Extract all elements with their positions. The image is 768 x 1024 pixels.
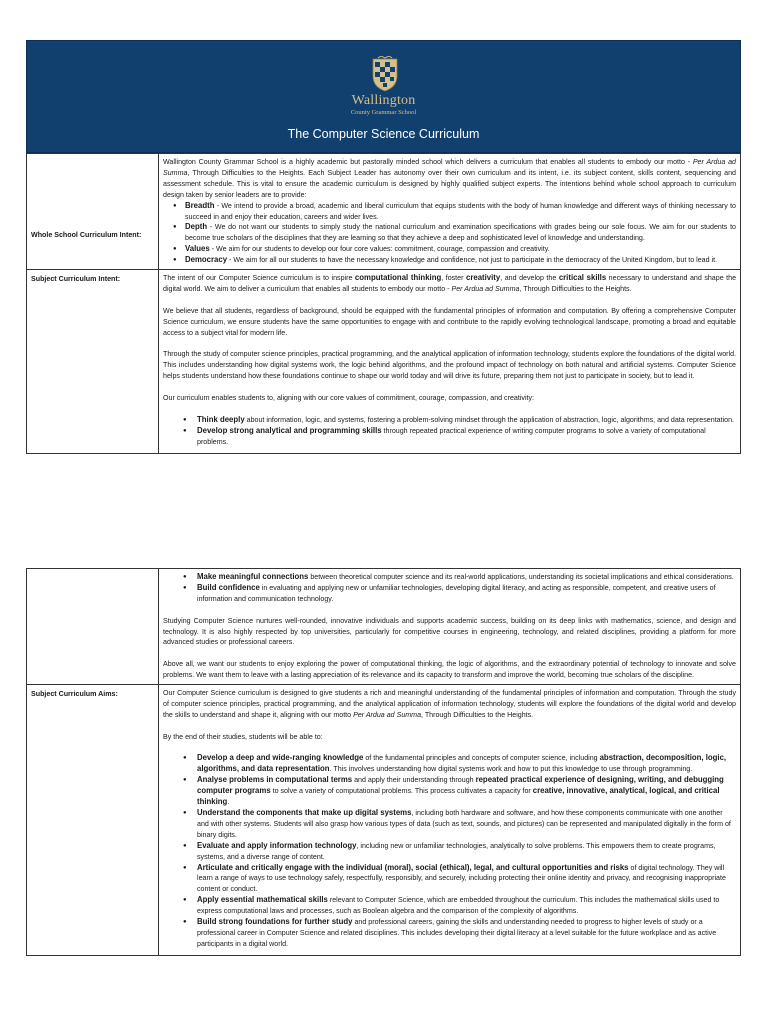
- paragraph: Studying Computer Science nurtures well-rounded, innovative individuals and supports academic success, building on its deep links with mathematics, science, and design and technology. It is also highly respected by top universities, particularly for competitive courses in engineering, technology, and related disciplines, providing a platform for more advanced studies or professional careers.: [163, 616, 736, 647]
- list-item: ● Think deeply about information, logic, and systems, fostering a problem-solving mindset through the application of abstraction, logic, algorithms, and data representation.: [183, 415, 736, 426]
- list-item: ● Understand the components that make up digital systems, including both hardware and software, and how these components communicate with one another and with other systems. Students will also grasp how various types of data (such as text, sounds, and pictures) can be represented and manipulated digitally in the form of binary digits.: [183, 808, 736, 841]
- list-item: ● Build strong foundations for further study and professional careers, gaining the skills and understanding needed to progress to higher levels of study or a professional career in Computer Science and related disciplines. This includes developing their digital literacy at a level suitable for the future workplace and as active participants in a digital world.: [183, 917, 736, 950]
- header-banner: [26, 40, 741, 153]
- paragraph: We believe that all students, regardless of background, should be equipped with the fundamental principles of information and computation. By offering a comprehensive Computer Science curriculum, we ensure students have the same opportunities to engage with and contribute to the rapidly evolving technological landscape, promoting a broad and equitable access to a subject vital for modern life.: [163, 306, 736, 337]
- row-content: [159, 685, 741, 956]
- paragraph: The intent of our Computer Science curriculum is to inspire computational thinking, foster creativity, and develop the critical skills necessary to understand and shape the digital world. We aim to deliver a curriculum that enables all students to embody our motto - Per Ardua ad Summa, Through Difficulties to the Heights.: [163, 273, 737, 293]
- page-1: [26, 40, 741, 454]
- paragraph: Wallington County Grammar School is a highly academic but pastorally minded school which delivers a curriculum that enables all students to embody our motto - Per Ardua ad Summa, Through Difficulties to the Heights. Each Subject Leader has autonomy over their own curriculum and its intent, i.e. its subject content, skills content, sequencing and assessment schedule. This is vital to ensure the academic curriculum is designed by highly qualified subject experts. The intentions behind whole school approach to curriculum design taken by senior leaders are to provide:: [163, 158, 736, 199]
- row-content: [159, 569, 741, 685]
- subject-intent-label: Subject Curriculum Intent:: [31, 275, 121, 284]
- row-label-empty: [27, 569, 159, 685]
- row-label: [27, 154, 159, 270]
- paragraph: By the end of their studies, students will be able to:: [163, 732, 323, 741]
- list-item: ● Develop strong analytical and programming skills through repeated practical experience of writing computer programs to solve a variety of computational problems.: [183, 426, 736, 448]
- row-label: [27, 270, 159, 453]
- table-row-whole-school: [27, 154, 741, 270]
- list-item: ● Make meaningful connections between theoretical computer science and its real-world applications, understanding its societal implications and ethical considerations.: [183, 572, 736, 583]
- list-item: ● Analyse problems in computational terms and apply their understanding through repeated practical experience of designing, writing, and debugging computer programs to solve a variety of computational problems. This process cultivates a capacity for creative, innovative, analytical, logical, and critical thinking.: [183, 775, 736, 808]
- paragraph: Above all, we want our students to enjoy exploring the power of computational thinking, the logic of algorithms, and the extraordinary potential of technology to innovate and solve problems. We want them to leave with a lasting appreciation of its relevance and its capacity to transform and improve the world, becoming true scholars of the discipline.: [163, 660, 736, 680]
- school-name: Wallington: [351, 93, 416, 108]
- school-crest-icon: [370, 56, 400, 92]
- intent-bullet-list-continued: [163, 572, 736, 605]
- intent-list: [163, 201, 736, 266]
- school-subtitle: County Grammar School: [350, 109, 417, 116]
- paragraph: Our curriculum enables students to, aligning with our core values of commitment, courage, compassion, and creativity:: [163, 393, 535, 402]
- list-item: ● Apply essential mathematical skills relevant to Computer Science, which are embedded throughout the curriculum. This includes the mathematical skills used to express computational laws and processes, such as Boolean algebra and the comparison of the complexity of algorithms.: [183, 895, 736, 917]
- list-item: ● Articulate and critically engage with the individual (moral), social (ethical), legal, and cultural opportunities and risks of digital technology. They will learn a range of ways to use technology safely, respectfully, responsibly, and securely, including protecting their online identity and privacy, and recognising inappropriate content or conduct.: [183, 863, 736, 896]
- row-label: [27, 685, 159, 956]
- row-content: [159, 154, 741, 270]
- whole-school-label: Whole School Curriculum Intent:: [31, 231, 142, 240]
- list-item: ● Build confidence in evaluating and applying new or unfamiliar technologies, developing digital literacy, and acting as responsible, competent, and creative users of information and communication technology.: [183, 583, 736, 605]
- list-item: ● Depth - We do not want our students to simply study the national curriculum and examination specifications with grades being our sole focus. We aim for our students to become true scholars of the disciplines that they are learning so that they achieve a deep and sophisticated level of knowledge and understanding.: [173, 222, 736, 244]
- table-row-subject-intent: [27, 270, 741, 453]
- intent-bullet-list: [163, 415, 736, 448]
- curriculum-table-page-2: [26, 568, 741, 956]
- list-item: ● Evaluate and apply information technology, including new or unfamiliar technologies, analytically to solve problems. This empowers them to create programs, systems, and a diverse range of content.: [183, 841, 736, 863]
- aims-bullet-list: [163, 753, 736, 949]
- paragraph: Our Computer Science curriculum is designed to give students a rich and meaningful understanding of the fundamental principles of information and computation. Through the study of computer science principles, practical programming, and the analytical application of information technology, students will explore the foundations of the digital world and develop the skills to understand and shape it, aligning with our motto Per Ardua ad Summa, Through Difficulties to the Heights.: [163, 689, 736, 719]
- list-item: ● Breadth - We intend to provide a broad, academic and liberal curriculum that equips students with the body of human knowledge and different ways of thinking necessary to succeed in and enjoy their education, careers and wider lives.: [173, 201, 736, 223]
- list-item: ● Develop a deep and wide-ranging knowledge of the fundamental principles and concepts of computer science, including abstraction, decomposition, logic, algorithms, and data representation. This involves understanding how digital systems work and how to put this knowledge to use through programming.: [183, 753, 736, 775]
- paragraph: Through the study of computer science principles, practical programming, and the analytical application of information technology, students explore the foundations of the digital world. This includes understanding how digital systems work, the logic behind algorithms, and the profound impact of technology on both natural and artificial systems. Computer Science helps students understand how these foundations continue to shape our world today and will drive its future, preparing them not just to participate in society, but to lead it.: [163, 350, 736, 381]
- table-row-subject-intent-continued: [27, 569, 741, 685]
- document-title: The Computer Science Curriculum: [287, 127, 480, 141]
- page-2: [26, 568, 741, 956]
- list-item: ● Values - We aim for our students to develop our four core values: commitment, courage, compassion and creativity.: [173, 244, 736, 255]
- list-item: ● Democracy - We aim for all our students to have the necessary knowledge and confidence, not just to participate in the democracy of the United Kingdom, but to lead it.: [173, 255, 736, 266]
- subject-aims-label: Subject Curriculum Aims:: [31, 690, 118, 699]
- curriculum-table-page-1: [26, 153, 741, 454]
- row-content: [159, 270, 741, 453]
- table-row-subject-aims: [27, 685, 741, 956]
